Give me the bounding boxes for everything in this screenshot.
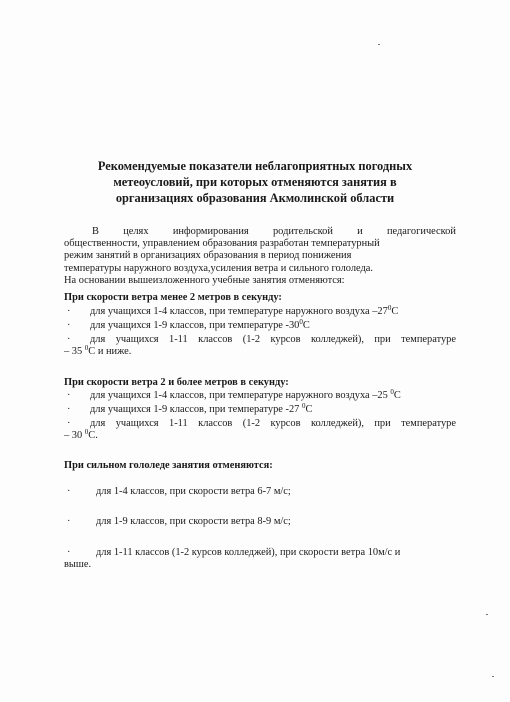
intro-paragraph: [64, 226, 456, 287]
section-heading-wind-2-plus: При скорости ветра 2 и более метров в секунду:: [64, 377, 289, 388]
item-word: курсов: [270, 334, 301, 345]
list-item: [64, 306, 456, 318]
intro-word: педагогической: [386, 226, 456, 237]
degree-sign: 0: [299, 318, 303, 326]
title-line: организациях образования Акмолинской области: [115, 191, 395, 205]
item-unit: С: [305, 404, 313, 415]
bullet-icon: ·: [67, 516, 71, 527]
intro-line-first: [64, 226, 456, 238]
intro-word: и: [357, 226, 363, 237]
list-item: [64, 404, 456, 416]
item-word: классов: [198, 334, 233, 345]
item-word: 1-11: [169, 418, 188, 429]
intro-word: целях: [123, 226, 149, 237]
item-unit: С: [302, 320, 310, 331]
item-word: (1-2: [242, 418, 261, 429]
list-item: [64, 390, 456, 402]
intro-line: температуры наружного воздуха,усиления ветра и сильного гололеда.: [64, 262, 373, 274]
item-word: при: [374, 418, 391, 429]
item-text: для учащихся 1-9 классов, при температуре -27: [90, 404, 300, 415]
section-heading-wind-under-2: При скорости ветра менее 2 метров в секунду:: [64, 292, 282, 303]
title-line: метеоусловий, при которых отменяются занятия в: [113, 175, 397, 189]
list-item: [64, 418, 456, 442]
item-word: для: [90, 334, 106, 345]
bullet-icon: ·: [67, 486, 71, 497]
item-text: – 35: [64, 346, 83, 358]
item-unit: С: [391, 306, 399, 317]
scan-speck: [492, 676, 494, 677]
bullet-icon: ·: [67, 334, 71, 345]
list-item: [64, 516, 456, 528]
bullet-icon: ·: [67, 418, 71, 429]
bullet-icon: ·: [67, 306, 71, 317]
bullet-icon: ·: [67, 547, 71, 558]
item-word: колледжей),: [310, 418, 364, 429]
scan-speck: [486, 614, 488, 615]
item-text: для 1-4 классов, при скорости ветра 6-7 м/с;: [96, 486, 291, 497]
item-word: колледжей),: [310, 334, 364, 345]
item-word: (1-2: [242, 334, 261, 345]
item-unit: С.: [88, 430, 98, 442]
bullet-icon: ·: [67, 320, 71, 331]
item-text: выше.: [64, 559, 92, 571]
list-item: [64, 334, 456, 358]
degree-sign: 0: [301, 402, 306, 410]
item-line: [90, 334, 456, 346]
item-line: [90, 418, 456, 430]
item-word: для: [90, 418, 106, 429]
intro-line: режим занятий в организациях образования в период понижения: [64, 250, 352, 262]
item-unit: С: [393, 390, 401, 401]
title-line: Рекомендуемые показатели неблагоприятных погодных: [97, 159, 413, 173]
item-text: для учащихся 1-4 классов, при температуре наружного воздуха –25: [90, 390, 388, 401]
item-text: для 1-9 классов, при скорости ветра 8-9 м/с;: [96, 516, 291, 527]
item-word: учащихся: [115, 418, 159, 429]
item-text: для учащихся 1-9 классов, при температуре -30: [90, 320, 300, 331]
list-item: [64, 320, 456, 332]
item-word: учащихся: [115, 334, 159, 345]
item-word: при: [374, 334, 391, 345]
item-text: для учащихся 1-4 классов, при температуре наружного воздуха –27: [90, 306, 388, 317]
intro-line: На основании вышеизложенного учебные занятия отменяются:: [64, 274, 345, 286]
item-word: 1-11: [169, 334, 188, 345]
degree-sign: 0: [387, 304, 392, 312]
item-word: температуре: [401, 418, 456, 429]
list-item: [64, 486, 456, 498]
scan-speck: [378, 44, 380, 45]
list-item: [64, 547, 456, 571]
item-unit: С и ниже.: [88, 346, 132, 358]
section-heading-ice: При сильном гололеде занятия отменяются:: [64, 460, 273, 471]
intro-line: общественности, управлением образования разработан температурный: [64, 238, 380, 250]
item-word: классов: [198, 418, 233, 429]
document-title: [60, 158, 450, 206]
item-text: для 1-11 классов (1-2 курсов колледжей), при скорости ветра 10м/с и: [96, 547, 401, 558]
intro-word: В: [92, 226, 99, 237]
item-word: курсов: [270, 418, 301, 429]
item-word: температуре: [401, 334, 456, 345]
degree-sign: 0: [84, 428, 89, 437]
degree-sign: 0: [84, 344, 89, 353]
intro-word: информирования: [172, 226, 249, 237]
bullet-icon: ·: [67, 390, 71, 401]
bullet-icon: ·: [67, 404, 71, 415]
degree-sign: 0: [390, 388, 394, 396]
item-text: – 30: [64, 430, 83, 442]
intro-word: родительской: [272, 226, 333, 237]
